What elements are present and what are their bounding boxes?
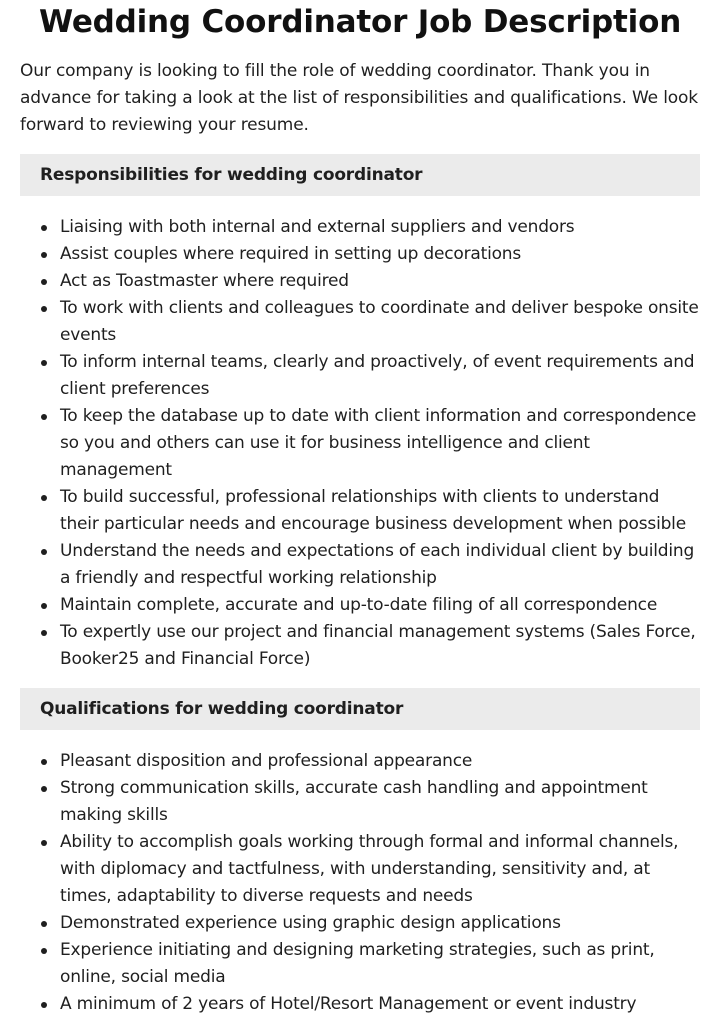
bullet-icon [41,948,47,954]
list-item [60,937,700,991]
list-item [60,484,700,538]
list-item [60,268,700,295]
list-item-text: To keep the database up to date with client information and correspondence so you and others can use it for business intelligence and client management [60,406,697,480]
list-item-text: Experience initiating and designing marketing strategies, such as print, online, social media [60,940,655,987]
list-item [60,295,700,349]
list-item [60,403,700,484]
list-item-text: Liaising with both internal and external suppliers and vendors [60,217,575,237]
intro-paragraph: Our company is looking to fill the role of wedding coordinator. Thank you in advance for taking a look at the list of responsibilities and qualifications. We look forward to reviewing your resume. [20,61,698,135]
bullet-icon [41,360,47,366]
responsibilities-heading: Responsibilities for wedding coordinator [20,154,700,196]
list-item [60,349,700,403]
list-item-text: Assist couples where required in setting up decorations [60,244,522,264]
list-item-text: To work with clients and colleagues to coordinate and deliver bespoke onsite events [60,298,699,345]
list-item [60,991,700,1018]
bullet-icon [41,279,47,285]
qualifications-heading: Qualifications for wedding coordinator [20,688,700,730]
bullet-icon [41,630,47,636]
qualifications-list [20,748,700,1018]
list-item-text: To build successful, professional relationships with clients to understand their particular needs and encourage business development when possible [60,487,686,534]
list-item [60,538,700,592]
list-item [60,214,700,241]
bullet-icon [41,252,47,258]
list-item-text: Understand the needs and expectations of each individual client by building a friendly and respectful working relationship [60,541,695,588]
list-item-text: Strong communication skills, accurate cash handling and appointment making skills [60,778,648,825]
responsibilities-list [20,214,700,673]
bullet-icon [41,414,47,420]
list-item [60,910,700,937]
bullet-icon [41,921,47,927]
bullet-icon [41,306,47,312]
list-item [60,619,700,673]
list-item [60,829,700,910]
bullet-icon [41,840,47,846]
list-item [60,748,700,775]
bullet-icon [41,759,47,765]
bullet-icon [41,1002,47,1008]
page-title: Wedding Coordinator Job Description [38,4,682,40]
bullet-icon [41,549,47,555]
list-item-text: Act as Toastmaster where required [60,271,349,291]
list-item-text: To expertly use our project and financial management systems (Sales Force, Booker25 and Financial Force) [60,622,696,669]
list-item [60,592,700,619]
bullet-icon [41,225,47,231]
list-item-text: To inform internal teams, clearly and proactively, of event requirements and client preferences [60,352,695,399]
list-item-text: A minimum of 2 years of Hotel/Resort Management or event industry [60,994,637,1014]
list-item-text: Demonstrated experience using graphic design applications [60,913,561,933]
list-item [60,241,700,268]
bullet-icon [41,495,47,501]
list-item-text: Maintain complete, accurate and up-to-date filing of all correspondence [60,595,658,615]
bullet-icon [41,603,47,609]
list-item [60,775,700,829]
list-item-text: Pleasant disposition and professional appearance [60,751,473,771]
bullet-icon [41,786,47,792]
list-item-text: Ability to accomplish goals working through formal and informal channels, with diplomacy and tactfulness, with understanding, sensitivity and, at times, adaptability to diverse requests and needs [60,832,679,906]
